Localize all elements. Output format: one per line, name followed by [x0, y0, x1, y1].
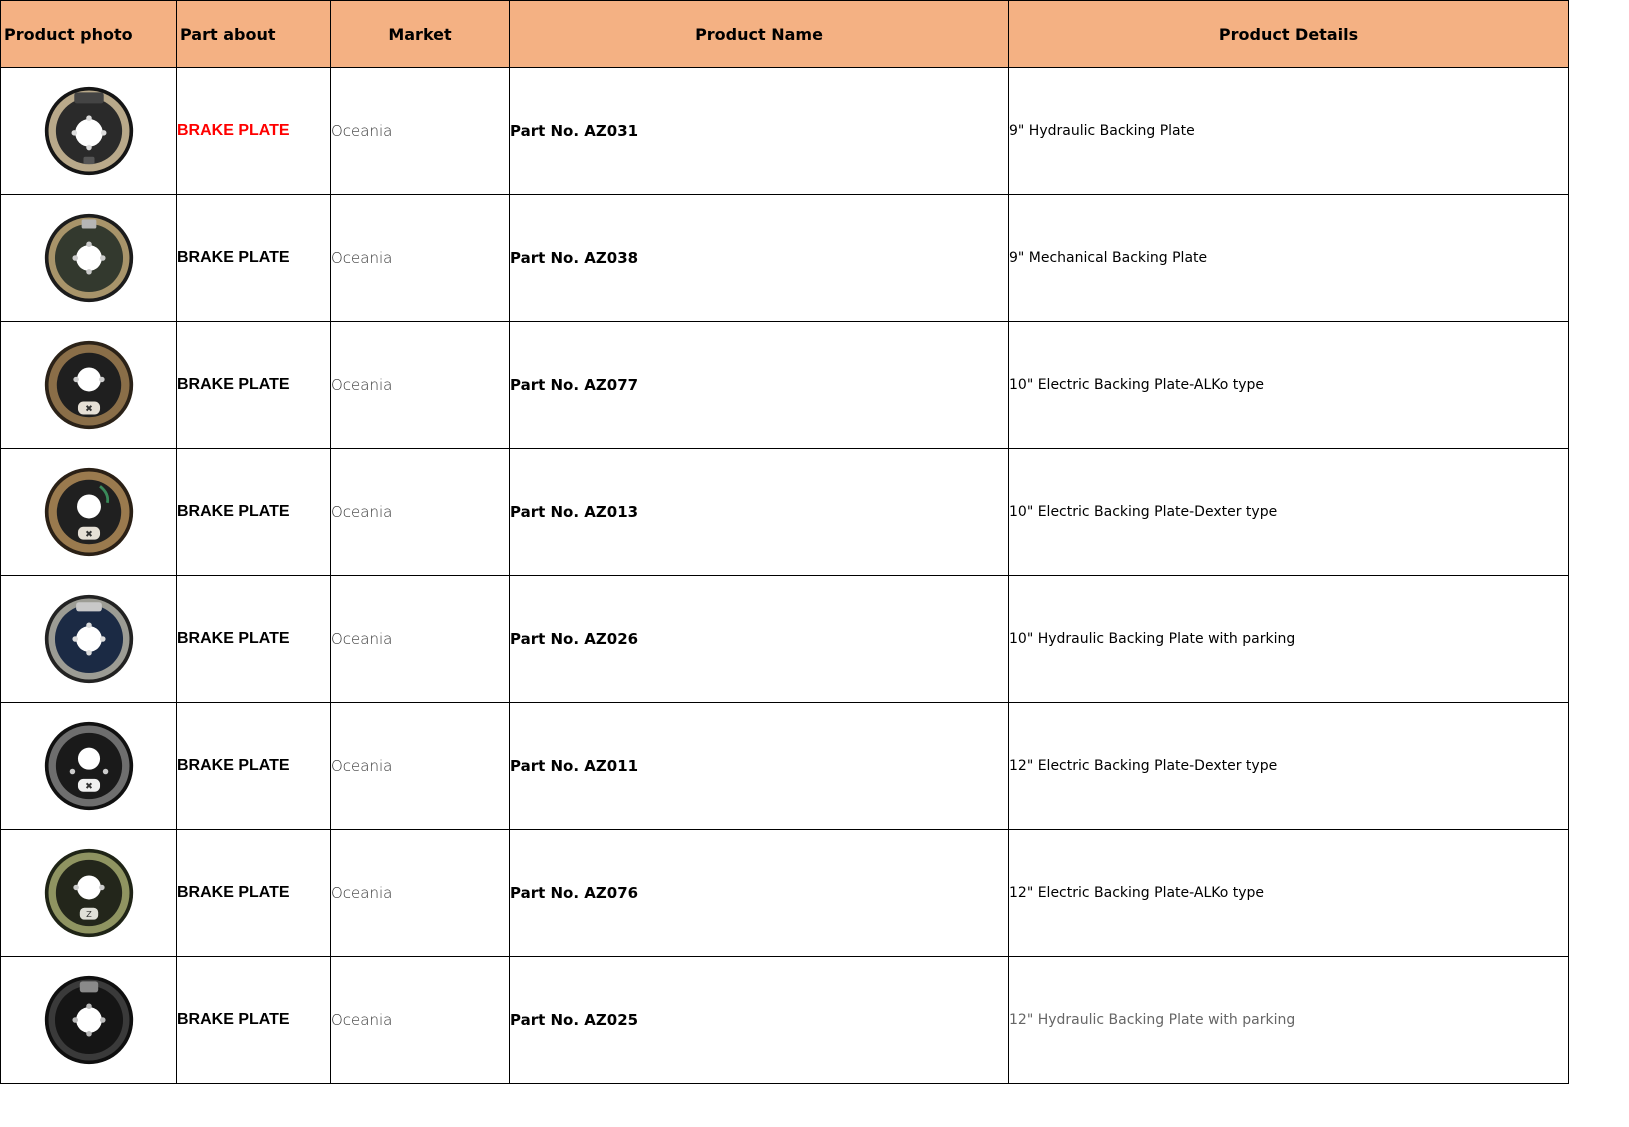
part-about-cell: BRAKE PLATE — [177, 703, 331, 830]
part-about-cell: BRAKE PLATE — [177, 830, 331, 957]
table-row — [1, 195, 1569, 322]
header-product-photo: Product photo — [1, 1, 177, 68]
market-cell: Oceania — [331, 449, 510, 576]
product-name-cell: Part No. AZ076 — [510, 830, 1009, 957]
header-product-name: Product Name — [510, 1, 1009, 68]
hydraulic-brake-plate-photo — [43, 85, 135, 177]
market-cell: Oceania — [331, 68, 510, 195]
table-row — [1, 703, 1569, 830]
electric-brake-plate-photo — [43, 847, 135, 939]
part-about-cell: BRAKE PLATE — [177, 195, 331, 322]
header-row — [1, 1, 1569, 68]
electric-brake-plate-photo — [43, 720, 135, 812]
market-cell: Oceania — [331, 576, 510, 703]
product-photo-cell — [1, 449, 177, 576]
electric-brake-plate-photo — [43, 339, 135, 431]
product-photo-cell — [1, 576, 177, 703]
product-details-cell: 9" Hydraulic Backing Plate — [1009, 68, 1569, 195]
svg-text:✖: ✖ — [84, 403, 93, 415]
product-name-cell: Part No. AZ031 — [510, 68, 1009, 195]
table-row — [1, 576, 1569, 703]
product-name-cell: Part No. AZ025 — [510, 957, 1009, 1084]
svg-text:✖: ✖ — [84, 781, 93, 792]
product-name-cell: Part No. AZ011 — [510, 703, 1009, 830]
header-product-details: Product Details — [1009, 1, 1569, 68]
header-part-about: Part about — [177, 1, 331, 68]
electric-brake-plate-photo — [43, 466, 135, 558]
product-photo-cell — [1, 322, 177, 449]
market-cell: Oceania — [331, 957, 510, 1084]
product-photo-cell — [1, 68, 177, 195]
product-name-cell: Part No. AZ013 — [510, 449, 1009, 576]
svg-text:Z: Z — [85, 908, 92, 919]
product-details-cell: 10" Electric Backing Plate-ALKo type — [1009, 322, 1569, 449]
part-about-cell: BRAKE PLATE — [177, 576, 331, 703]
product-name-cell: Part No. AZ077 — [510, 322, 1009, 449]
market-cell: Oceania — [331, 703, 510, 830]
svg-text:✖: ✖ — [84, 528, 93, 540]
part-about-cell: BRAKE PLATE — [177, 322, 331, 449]
table-row — [1, 449, 1569, 576]
product-photo-cell — [1, 957, 177, 1084]
table-row — [1, 68, 1569, 195]
product-photo-cell — [1, 830, 177, 957]
product-details-cell: 12" Electric Backing Plate-ALKo type — [1009, 830, 1569, 957]
part-about-cell: BRAKE PLATE — [177, 449, 331, 576]
market-cell: Oceania — [331, 195, 510, 322]
product-name-cell: Part No. AZ026 — [510, 576, 1009, 703]
product-details-cell: 9" Mechanical Backing Plate — [1009, 195, 1569, 322]
product-details-cell: 12" Electric Backing Plate-Dexter type — [1009, 703, 1569, 830]
table-row — [1, 830, 1569, 957]
product-photo-cell — [1, 195, 177, 322]
hydraulic-brake-plate-photo — [43, 593, 135, 685]
part-about-cell: BRAKE PLATE — [177, 68, 331, 195]
product-name-cell: Part No. AZ038 — [510, 195, 1009, 322]
table-row — [1, 957, 1569, 1084]
table-row — [1, 322, 1569, 449]
header-market: Market — [331, 1, 510, 68]
mechanical-brake-plate-photo — [43, 212, 135, 304]
market-cell: Oceania — [331, 830, 510, 957]
product-details-cell: 12" Hydraulic Backing Plate with parking — [1009, 957, 1569, 1084]
product-details-cell: 10" Hydraulic Backing Plate with parking — [1009, 576, 1569, 703]
part-about-cell: BRAKE PLATE — [177, 957, 331, 1084]
product-details-cell: 10" Electric Backing Plate-Dexter type — [1009, 449, 1569, 576]
product-photo-cell — [1, 703, 177, 830]
market-cell: Oceania — [331, 322, 510, 449]
hydraulic-brake-plate-photo — [43, 974, 135, 1066]
